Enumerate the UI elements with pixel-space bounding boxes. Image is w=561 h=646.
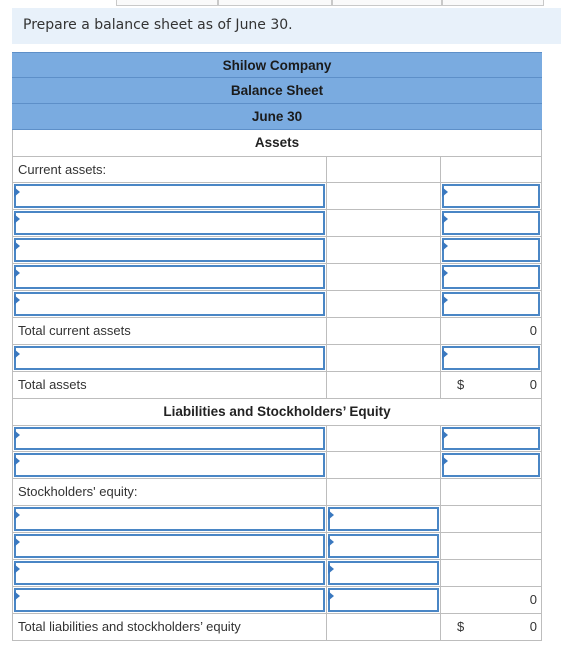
account-name-input[interactable] bbox=[14, 507, 325, 531]
dropdown-arrow-icon[interactable] bbox=[14, 295, 20, 305]
account-name-input[interactable] bbox=[14, 184, 325, 208]
tab-edge bbox=[442, 0, 544, 6]
dropdown-arrow-icon[interactable] bbox=[442, 214, 448, 224]
currency-symbol: $ bbox=[457, 619, 465, 634]
tab-edge bbox=[332, 0, 442, 6]
total-current-assets-value: 0 bbox=[529, 323, 537, 338]
amount-input[interactable] bbox=[328, 588, 439, 612]
equity-subtotal-value: 0 bbox=[529, 592, 537, 607]
dropdown-arrow-icon[interactable] bbox=[14, 591, 20, 601]
dropdown-arrow-icon[interactable] bbox=[14, 537, 20, 547]
amount-input[interactable] bbox=[328, 561, 439, 585]
dropdown-arrow-icon[interactable] bbox=[14, 268, 20, 278]
amount-input[interactable] bbox=[442, 211, 540, 235]
table-row bbox=[12, 372, 542, 399]
account-name-input[interactable] bbox=[14, 265, 325, 289]
amount-input[interactable] bbox=[442, 265, 540, 289]
amount-input[interactable] bbox=[442, 184, 540, 208]
table-row bbox=[12, 345, 542, 372]
balance-sheet bbox=[12, 52, 542, 641]
table-row bbox=[12, 425, 542, 452]
statement-title: Balance Sheet bbox=[12, 78, 542, 104]
account-name-input[interactable] bbox=[14, 238, 325, 262]
table-row bbox=[12, 291, 542, 318]
account-name-input[interactable] bbox=[14, 346, 325, 370]
question-prompt: Prepare a balance sheet as of June 30. bbox=[12, 8, 561, 44]
stockholders-equity-label: Stockholders' equity: bbox=[18, 484, 138, 499]
tab-edge bbox=[218, 0, 332, 6]
dropdown-arrow-icon[interactable] bbox=[442, 268, 448, 278]
dropdown-arrow-icon[interactable] bbox=[328, 510, 334, 520]
dropdown-arrow-icon[interactable] bbox=[328, 564, 334, 574]
dropdown-arrow-icon[interactable] bbox=[14, 456, 20, 466]
total-current-assets-label: Total current assets bbox=[18, 323, 131, 338]
total-assets-value: 0 bbox=[529, 377, 537, 392]
dropdown-arrow-icon[interactable] bbox=[442, 187, 448, 197]
amount-input[interactable] bbox=[442, 292, 540, 316]
account-name-input[interactable] bbox=[14, 561, 325, 585]
dropdown-arrow-icon[interactable] bbox=[328, 537, 334, 547]
dropdown-arrow-icon[interactable] bbox=[14, 214, 20, 224]
table-row bbox=[12, 452, 542, 479]
dropdown-arrow-icon[interactable] bbox=[14, 564, 20, 574]
dropdown-arrow-icon[interactable] bbox=[442, 295, 448, 305]
assets-heading: Assets bbox=[12, 130, 542, 156]
dropdown-arrow-icon[interactable] bbox=[14, 349, 20, 359]
dropdown-arrow-icon[interactable] bbox=[442, 241, 448, 251]
tab-edge bbox=[116, 0, 218, 6]
total-assets-label: Total assets bbox=[18, 377, 87, 392]
table-row bbox=[12, 533, 542, 560]
account-name-input[interactable] bbox=[14, 427, 325, 450]
account-name-input[interactable] bbox=[14, 211, 325, 235]
amount-input[interactable] bbox=[328, 507, 439, 531]
total-liabilities-equity-value: 0 bbox=[529, 619, 537, 634]
table-row bbox=[12, 587, 542, 614]
tab-strip bbox=[0, 0, 561, 6]
table-row bbox=[12, 614, 542, 641]
current-assets-label: Current assets: bbox=[18, 162, 107, 177]
account-name-input[interactable] bbox=[14, 292, 325, 316]
dropdown-arrow-icon[interactable] bbox=[442, 349, 448, 359]
company-name: Shilow Company bbox=[12, 52, 542, 78]
dropdown-arrow-icon[interactable] bbox=[14, 187, 20, 197]
table-row bbox=[12, 210, 542, 237]
dropdown-arrow-icon[interactable] bbox=[14, 510, 20, 520]
table-row bbox=[12, 237, 542, 264]
amount-input[interactable] bbox=[328, 534, 439, 558]
amount-input[interactable] bbox=[442, 453, 540, 477]
table-row bbox=[12, 264, 542, 291]
table-row bbox=[12, 156, 542, 183]
dropdown-arrow-icon[interactable] bbox=[14, 241, 20, 251]
dropdown-arrow-icon[interactable] bbox=[442, 430, 448, 440]
table-row bbox=[12, 560, 542, 587]
account-name-input[interactable] bbox=[14, 534, 325, 558]
account-name-input[interactable] bbox=[14, 588, 325, 612]
dropdown-arrow-icon[interactable] bbox=[442, 456, 448, 466]
dropdown-arrow-icon[interactable] bbox=[14, 430, 20, 440]
currency-symbol: $ bbox=[457, 377, 465, 392]
dropdown-arrow-icon[interactable] bbox=[328, 591, 334, 601]
table-row bbox=[12, 183, 542, 210]
table-row bbox=[12, 506, 542, 533]
statement-date: June 30 bbox=[12, 104, 542, 130]
amount-input[interactable] bbox=[442, 427, 540, 450]
table-row bbox=[12, 479, 542, 506]
amount-input[interactable] bbox=[442, 346, 540, 370]
total-liabilities-equity-label: Total liabilities and stockholders’ equity bbox=[18, 619, 241, 634]
table-row bbox=[12, 318, 542, 345]
account-name-input[interactable] bbox=[14, 453, 325, 477]
liabilities-equity-heading: Liabilities and Stockholders’ Equity bbox=[12, 399, 542, 425]
amount-input[interactable] bbox=[442, 238, 540, 262]
